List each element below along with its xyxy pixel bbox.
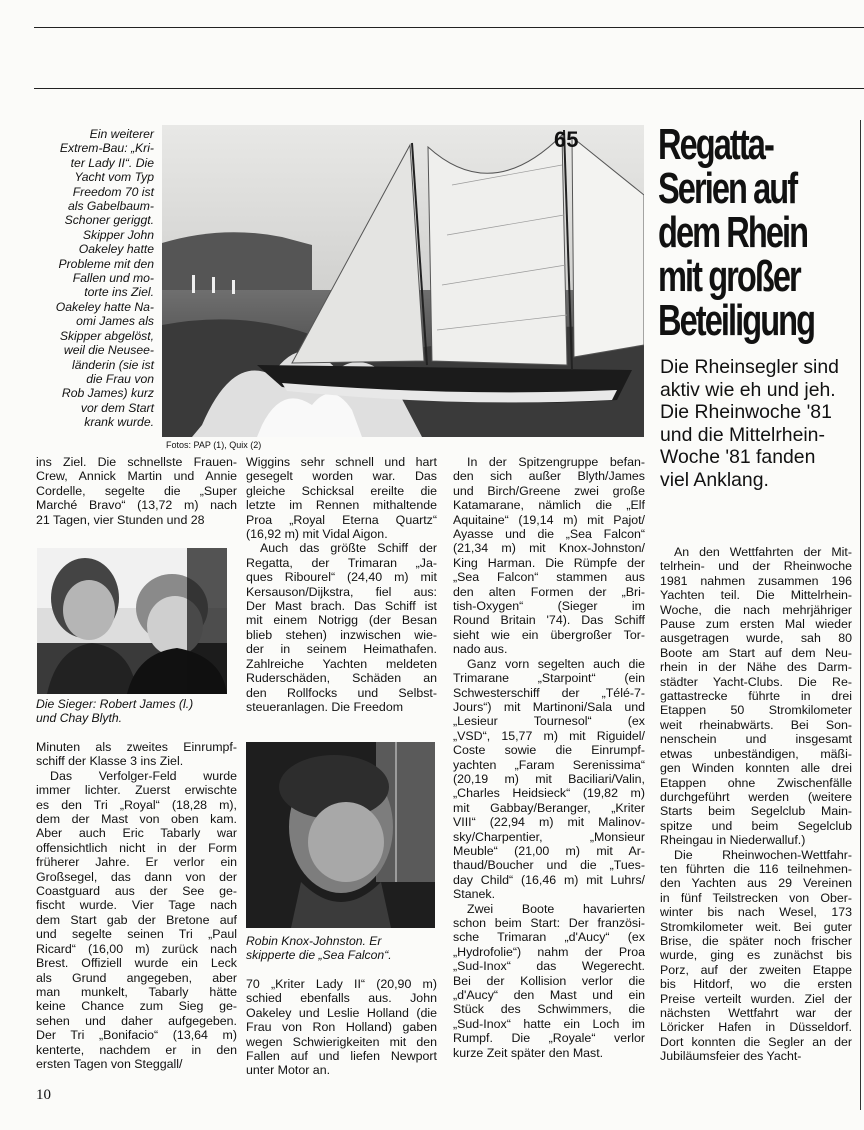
text-line: mit großer bbox=[658, 252, 800, 301]
text-line: keine Chance zum Sieg ge- bbox=[36, 999, 237, 1014]
text-line: omi James als bbox=[76, 314, 154, 329]
text-line: Robin Knox-Johnston. Er bbox=[246, 934, 382, 948]
text-line: in fünf Teilstrecken von Ober- bbox=[660, 890, 852, 905]
text-line: Fallen und mo- bbox=[72, 271, 154, 286]
text-line: „VSD“, 15,77 m) mit Riguidel/ bbox=[453, 728, 645, 743]
text-line: In der Spitzengruppe befan- bbox=[467, 455, 645, 469]
text-line: nado aus. bbox=[453, 642, 508, 657]
text-line: Kersauson/Dijkstra, fiel aus: bbox=[246, 584, 437, 599]
text-line: den Rollfocks und Selbst- bbox=[246, 685, 437, 700]
text-line: unter Motor an. bbox=[246, 1063, 331, 1078]
text-line: schon beim Start: Der französi- bbox=[453, 916, 645, 930]
text-line: sieht wie ein übergroßer Tor- bbox=[453, 627, 645, 642]
text-line: Aquitaine“ (19,14 m) mit Pajot/ bbox=[453, 512, 645, 527]
text-line: fischt wurde. Vier Tage nach bbox=[36, 898, 237, 913]
text-line: wegen Schwierigkeiten mit den bbox=[246, 1034, 437, 1049]
text-line: Bei der Kollision verlor die bbox=[453, 973, 645, 988]
text-line: Auch das größte Schiff der bbox=[260, 541, 437, 556]
text-line: ersten Tagen von Steggall/ bbox=[36, 1056, 183, 1071]
text-line: Skipper abgelöst, bbox=[59, 328, 154, 343]
text-line: sky/Charpentier, „Monsieur bbox=[453, 829, 645, 844]
text-line: gen Winden konnten alle drei bbox=[660, 761, 852, 776]
text-line: 70 „Kriter Lady II“ (20,90 m) bbox=[246, 977, 437, 991]
text-line: ins Ziel. Die schnellste Frauen- bbox=[36, 455, 237, 469]
text-line: Proa „Royal Eterna Quartz“ bbox=[246, 512, 437, 527]
text-line: schied ebenfalls aus. John bbox=[246, 991, 437, 1006]
text-line: wurde, ging es zunächst bis bbox=[660, 948, 852, 963]
text-line: Etappen ohne Zwischenfälle bbox=[660, 775, 852, 790]
text-line: „Sud-Inox“ das Wegerecht. bbox=[453, 959, 645, 974]
text-line: früherer Jahre. Er verlor ein bbox=[36, 855, 237, 870]
text-line: schiff der Klasse 3 ins Ziel. bbox=[36, 754, 184, 769]
winners-caption bbox=[36, 697, 241, 726]
text-line: Stromkilometer weit. Bei guter bbox=[660, 919, 852, 934]
text-line: kenterte, nachdem er in den bbox=[36, 1042, 237, 1057]
text-line: Rumpf. Die „Royale“ verlor bbox=[453, 1031, 645, 1046]
column-4 bbox=[660, 545, 852, 1064]
text-line: Fallen auf und liefen Newport bbox=[246, 1049, 437, 1064]
text-line: und Chay Blyth. bbox=[36, 711, 123, 726]
text-line: „Charles Heidsieck“ (19,82 m) bbox=[453, 786, 645, 801]
text-line: Stanek. bbox=[453, 887, 496, 902]
text-line: durchgeführt werden (weitere bbox=[660, 789, 852, 804]
text-line: Oakeley hatte bbox=[78, 242, 154, 257]
text-line: Porz, auf der zweiten Etappe bbox=[660, 962, 852, 977]
text-line: Dort konnten die Segler an der bbox=[660, 1034, 852, 1049]
text-line: Zwei Boote havarierten bbox=[467, 901, 645, 916]
text-line: spitze und beim Segelclub bbox=[660, 818, 852, 833]
text-line: Das Verfolger-Feld wurde bbox=[50, 768, 237, 783]
text-line: steueranlagen. Die Freedom bbox=[246, 699, 404, 714]
text-line: Löricker Hafen in Düsseldorf. bbox=[660, 1020, 852, 1035]
text-line: Brest. Offiziell wurde ein Leck bbox=[36, 956, 237, 971]
text-line: Oakeley und Leslie Holland (die bbox=[246, 1005, 437, 1020]
text-line: Woche, die nach mehrjähriger bbox=[660, 602, 852, 617]
text-line: Die Rheinsegler sind bbox=[660, 356, 839, 378]
text-line: Wiggins sehr schnell und hart bbox=[246, 455, 437, 469]
text-line: Trimarane „Starpoint“ (ein bbox=[453, 671, 645, 686]
text-line: mit Gabbay/Beranger, „Kriter bbox=[453, 800, 645, 815]
text-line: Oakeley hatte Na- bbox=[55, 299, 154, 314]
text-line: skipperte die „Sea Falcon“. bbox=[246, 948, 392, 963]
text-line: Aber auch Eric Tabarly war bbox=[36, 826, 237, 841]
text-line: dem Start gab der Bretone auf bbox=[36, 912, 237, 927]
text-line: 21 Tagen, vier Stunden und 28 bbox=[36, 512, 205, 527]
text-line: day Child“ (16,46 m) mit Luhrs/ bbox=[453, 872, 645, 887]
right-margin-line bbox=[860, 120, 861, 1110]
text-line: Großsegel, das dann von der bbox=[36, 869, 237, 884]
article-deck bbox=[660, 356, 860, 491]
text-line: Jours“) mit Martinoni/Sala und bbox=[453, 699, 645, 714]
text-line: man munkelt, Tabarly hätte bbox=[36, 984, 237, 999]
text-line: und segelte seinen Tri „Paul bbox=[36, 927, 237, 942]
text-line: krank wurde. bbox=[84, 415, 154, 430]
text-line: vor dem Start bbox=[80, 400, 154, 415]
text-line: nächsten Wettfahrt war der bbox=[660, 1006, 852, 1020]
text-line: sehen und daher aufgegeben. bbox=[36, 1013, 237, 1028]
text-line: aktiv wie eh und jeh. bbox=[660, 378, 836, 401]
column-2-bottom bbox=[246, 977, 437, 1078]
text-line: 1981 nahmen zusammen 196 bbox=[660, 573, 852, 588]
text-line: „Hydrofolie“) nahm der Proa bbox=[453, 944, 645, 959]
text-line: Regatta- bbox=[658, 120, 773, 169]
yacht-photo bbox=[162, 125, 644, 437]
text-line: Jubiläumsfeier des Yacht- bbox=[660, 1049, 802, 1064]
text-line: es den Tri „Royal“ (18,28 m), bbox=[36, 797, 237, 812]
text-line: (16,92 m) mit Vidal Aigon. bbox=[246, 527, 388, 542]
text-line: Der Mast brach. Das Schiff ist bbox=[246, 599, 437, 614]
winners-illustration bbox=[37, 548, 227, 694]
text-line: der in seinem Heimathafen. bbox=[246, 642, 437, 657]
text-line: Frau von Ron Holland) gaben bbox=[246, 1020, 437, 1035]
text-line: bis Hitdorf, wo die ersten bbox=[660, 977, 852, 992]
text-line: Die Sieger: Robert James (l.) bbox=[36, 697, 194, 711]
text-line: Ganz vorn segelten auch die bbox=[467, 656, 645, 671]
text-line: den alten Formen der „Bri- bbox=[453, 584, 645, 599]
text-line: und die Mittelrhein- bbox=[660, 423, 825, 446]
text-line: länderin (sie ist bbox=[72, 357, 154, 372]
text-line: tish-Oxygen“ (Sieger im bbox=[453, 599, 645, 614]
text-line: VIII“ (22,94 m) mit Malinov- bbox=[453, 815, 645, 830]
text-line: Die Rheinwoche '81 bbox=[660, 401, 832, 423]
text-line: Meuble“ (21,00 m) mit Ar- bbox=[453, 843, 645, 858]
knox-johnston-illustration bbox=[246, 742, 435, 928]
winners-photo bbox=[37, 548, 227, 694]
knox-johnston-photo bbox=[246, 742, 435, 928]
text-line: Pause zum ersten Mal wieder bbox=[660, 617, 852, 632]
sail-number: 65 bbox=[554, 127, 579, 152]
text-line: Probleme mit den bbox=[58, 256, 154, 271]
text-line: torte ins Ziel. bbox=[84, 285, 154, 300]
text-line: Extrem-Bau: „Kri- bbox=[59, 141, 154, 156]
text-line: weit rheinabwärts. Bei Son- bbox=[660, 717, 852, 732]
text-line: Die Rheinwochen-Wettfahr- bbox=[674, 847, 852, 862]
text-line: Ayasse und die „Sea Falcon“ bbox=[453, 527, 645, 542]
text-line: sche Trimaran „d'Aucy“ (ex bbox=[453, 930, 645, 945]
text-line: etwas unbeständigen, mäßi- bbox=[660, 746, 852, 761]
text-line: gesegelt worden war. Das bbox=[246, 469, 437, 484]
text-line: Etappen 50 Stromkilometer bbox=[660, 703, 852, 718]
text-line: ten führten die 116 teilnehmen- bbox=[660, 861, 852, 876]
text-line: ter Lady II“. Die bbox=[70, 155, 154, 170]
text-line: Freedom 70 ist bbox=[72, 184, 154, 199]
headline bbox=[658, 120, 815, 345]
text-line: Ricard“ (16,00 m) zurück nach bbox=[36, 941, 237, 956]
text-line: King Harman. Die Rümpfe der bbox=[453, 555, 645, 570]
photo-credit: Fotos: PAP (1), Quix (2) bbox=[166, 440, 262, 450]
text-line: Woche '81 fanden bbox=[660, 446, 816, 468]
text-line: Zahlreiche Yachten meldeten bbox=[246, 656, 437, 671]
text-line: dem Rhein bbox=[658, 208, 808, 257]
text-line: immer lichter. Zuerst erwischte bbox=[36, 783, 237, 798]
text-line: ausgetragen wurde, sah 80 bbox=[660, 631, 852, 646]
text-line: thaud/Boucher und die „Tues- bbox=[453, 858, 645, 873]
text-line: Rob James) kurz bbox=[61, 386, 154, 401]
text-line: blieb stehen) inzwischen wie- bbox=[246, 627, 437, 642]
text-line: An den Wettfahrten der Mit- bbox=[674, 545, 852, 559]
text-line: Coastguard aus der See ge- bbox=[36, 884, 237, 899]
text-line: und Birch/Greene zwei große bbox=[453, 483, 645, 498]
text-line: ques Ribourel“ (24,40 m) mit bbox=[246, 570, 437, 585]
text-line: telrhein- und der Rheinwoche bbox=[660, 559, 852, 574]
text-line: mit einem Notrigg (der Besan bbox=[246, 613, 437, 628]
text-line: Starts beim Segelclub Main- bbox=[660, 804, 852, 819]
text-line: den Yachten aus 29 Vereinen bbox=[660, 876, 852, 891]
header-rule bbox=[34, 88, 864, 89]
text-line: winter bis nach Wesel, 173 bbox=[660, 905, 852, 920]
text-line: letzte im Rennen mithaltende bbox=[246, 498, 437, 513]
text-line: Stück des Schwimmers, die bbox=[453, 1002, 645, 1017]
text-line: Boote am Start auf dem Neu- bbox=[660, 645, 852, 660]
text-line: Brise, die später noch frischer bbox=[660, 933, 852, 948]
text-line: offensichtlich nicht in der Form bbox=[36, 840, 237, 855]
text-line: Katamarane, nämlich die „Elf bbox=[453, 498, 645, 513]
text-line: Ein weiterer bbox=[89, 127, 154, 141]
text-line: (21,34 m) mit Knox-Johnston/ bbox=[453, 541, 645, 556]
text-line: (20,19 m) mit Baciliari/Valin, bbox=[453, 771, 645, 786]
text-line: Round Britain '74). Das Schiff bbox=[453, 613, 645, 628]
text-line: Yachten teil. Die Mittelrhein- bbox=[660, 588, 852, 603]
column-3 bbox=[453, 455, 645, 1060]
text-line: als Gabelbaum- bbox=[67, 199, 154, 214]
text-line: gleiche Schicksal ereilte die bbox=[246, 483, 437, 498]
text-line: Schwesterschiff der „Télé-7- bbox=[453, 685, 645, 700]
text-line: Minuten als zweites Einrumpf- bbox=[36, 740, 237, 754]
text-line: nenschein und insgesamt bbox=[660, 732, 852, 747]
hill-shape bbox=[162, 232, 312, 300]
text-line: Marché Bravo“ (13,72 m) nach bbox=[36, 498, 237, 513]
text-line: „Sud-Inox“ hatte ein Loch im bbox=[453, 1016, 645, 1031]
text-line: Cordelle, segelte die „Super bbox=[36, 483, 237, 498]
text-line: Schoner geriggt. bbox=[64, 213, 154, 228]
top-rule bbox=[34, 27, 864, 28]
text-line: städter Yacht-Clubs. Die Re- bbox=[660, 674, 852, 689]
text-line: Yacht vom Typ bbox=[74, 170, 154, 185]
text-line: Der Tri „Bonifacio“ (13,64 m) bbox=[36, 1028, 237, 1043]
text-line: Preise verteilt wurden. Ziel der bbox=[660, 991, 852, 1006]
text-line: als Grund angegeben, aber bbox=[36, 970, 237, 985]
text-line: Skipper John bbox=[82, 227, 154, 242]
text-line: viel Anklang. bbox=[660, 468, 769, 491]
page-number: 10 bbox=[36, 1087, 51, 1103]
column-1-bottom bbox=[36, 740, 237, 1071]
text-line: „Sea Falcon“ stammen aus bbox=[453, 570, 645, 585]
text-line: „Lesieur Tournesol“ (ex bbox=[453, 714, 645, 729]
text-line: rhein in der Nähe des Darm- bbox=[660, 660, 852, 675]
text-line: gattastrecke führte in drei bbox=[660, 689, 852, 704]
text-line: die Frau von bbox=[86, 371, 154, 386]
text-line: den sich außer Blyth/James bbox=[453, 469, 645, 484]
text-line: Serien auf bbox=[658, 164, 797, 213]
text-line: yachten „Faram Serenissima“ bbox=[453, 757, 645, 772]
text-line: Beteiligung bbox=[658, 296, 815, 345]
knox-johnston-caption bbox=[246, 934, 441, 963]
column-1-top bbox=[36, 455, 237, 527]
text-line: Crew, Annick Martin und Annie bbox=[36, 469, 237, 484]
text-line: dem der Mast von oben kam. bbox=[36, 812, 237, 827]
column-2-top bbox=[246, 455, 437, 714]
main-photo-caption bbox=[30, 127, 154, 430]
text-line: kurze Zeit später den Mast. bbox=[453, 1045, 604, 1060]
text-line: weil die Neusee- bbox=[63, 343, 154, 358]
text-line: Ruderschäden, Schäden an bbox=[246, 671, 437, 686]
yacht-illustration bbox=[162, 125, 644, 437]
text-line: Rheingau in Niederwalluf.) bbox=[660, 833, 806, 848]
text-line: Coste sowie die Einrumpf- bbox=[453, 743, 645, 758]
text-line: Regatta, der Trimaran „Ja- bbox=[246, 555, 437, 570]
text-line: „d'Aucy“ den Mast und ein bbox=[453, 988, 645, 1003]
